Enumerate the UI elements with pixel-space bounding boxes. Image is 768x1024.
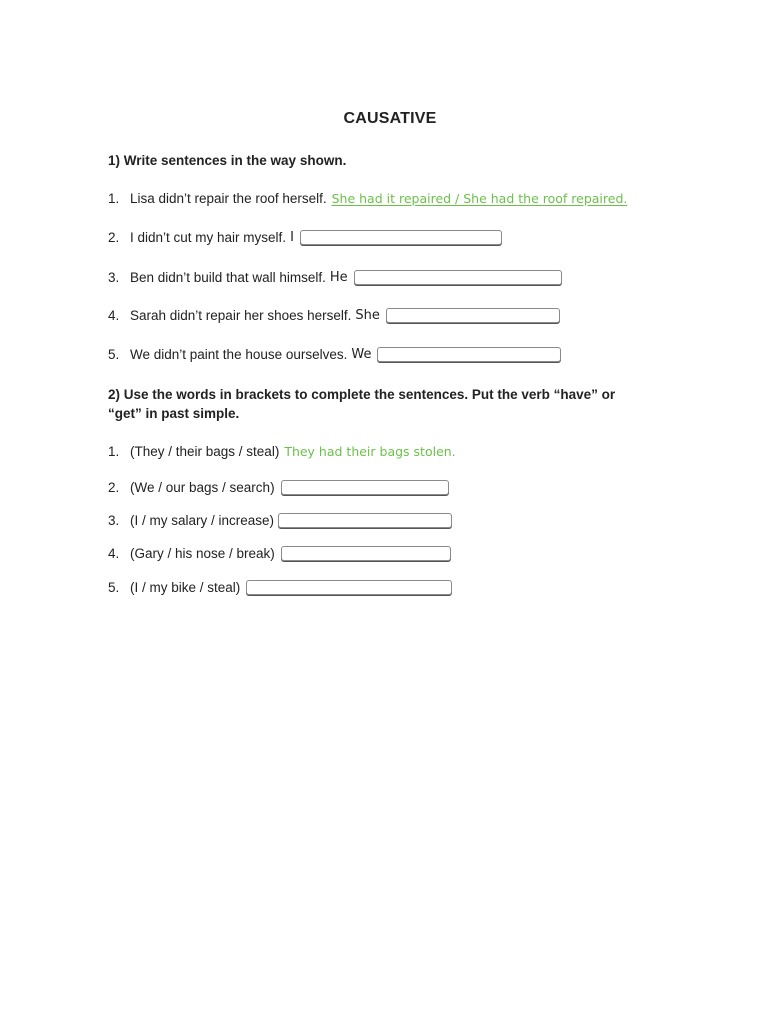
section-2-heading	[108, 385, 668, 423]
item-prompt: I didn’t cut my hair myself.	[130, 229, 287, 245]
s1-item-3	[108, 267, 562, 287]
item-number: 5.	[108, 346, 120, 362]
item-number: 1.	[108, 190, 120, 206]
item-prompt: (I / my bike / steal)	[130, 579, 241, 595]
item-number: 4.	[108, 307, 120, 323]
s1-item-5	[108, 344, 561, 364]
s1-item-2	[108, 227, 502, 247]
item-number: 3.	[108, 269, 120, 285]
item-subject: She	[355, 307, 380, 323]
example-answer: They had their bags stolen.	[284, 443, 456, 459]
worksheet-title: CAUSATIVE	[343, 110, 437, 127]
answer-input[interactable]	[386, 308, 560, 323]
item-prompt: (Gary / his nose / break)	[130, 545, 275, 561]
item-prompt: (We / our bags / search)	[130, 479, 275, 495]
answer-input[interactable]	[278, 513, 452, 528]
s2-item-1	[108, 441, 456, 461]
section-2-heading-line-1: 2) Use the words in brackets to complete the sentences. Put the verb “have” or	[108, 387, 616, 402]
item-number: 5.	[108, 579, 120, 595]
example-answer: She had it repaired / She had the roof repaired.	[331, 190, 628, 206]
section-1-heading: 1) Write sentences in the way shown.	[108, 153, 347, 168]
s1-item-4	[108, 305, 560, 325]
s2-item-3	[108, 510, 452, 530]
answer-input[interactable]	[246, 580, 452, 595]
item-number: 1.	[108, 443, 120, 459]
section-2-heading-line-2: “get” in past simple.	[108, 406, 240, 421]
answer-input[interactable]	[281, 480, 449, 495]
item-prompt: We didn’t paint the house ourselves.	[130, 346, 348, 362]
s2-item-5	[108, 577, 452, 597]
answer-input[interactable]	[300, 230, 502, 245]
s2-item-2	[108, 477, 449, 497]
answer-input[interactable]	[354, 270, 562, 285]
item-subject: We	[351, 346, 372, 362]
item-prompt: (They / their bags / steal)	[130, 443, 280, 459]
item-prompt: (I / my salary / increase)	[130, 512, 275, 528]
s1-item-1	[108, 188, 627, 208]
item-number: 4.	[108, 545, 120, 561]
s2-item-4	[108, 543, 451, 563]
item-subject: I	[290, 229, 294, 245]
item-prompt: Sarah didn’t repair her shoes herself.	[130, 307, 352, 323]
item-prompt: Lisa didn’t repair the roof herself.	[130, 190, 327, 206]
answer-input[interactable]	[281, 546, 451, 561]
item-prompt: Ben didn’t build that wall himself.	[130, 269, 326, 285]
item-number: 2.	[108, 479, 120, 495]
item-number: 3.	[108, 512, 120, 528]
item-number: 2.	[108, 229, 120, 245]
answer-input[interactable]	[377, 347, 561, 362]
item-subject: He	[329, 269, 348, 285]
